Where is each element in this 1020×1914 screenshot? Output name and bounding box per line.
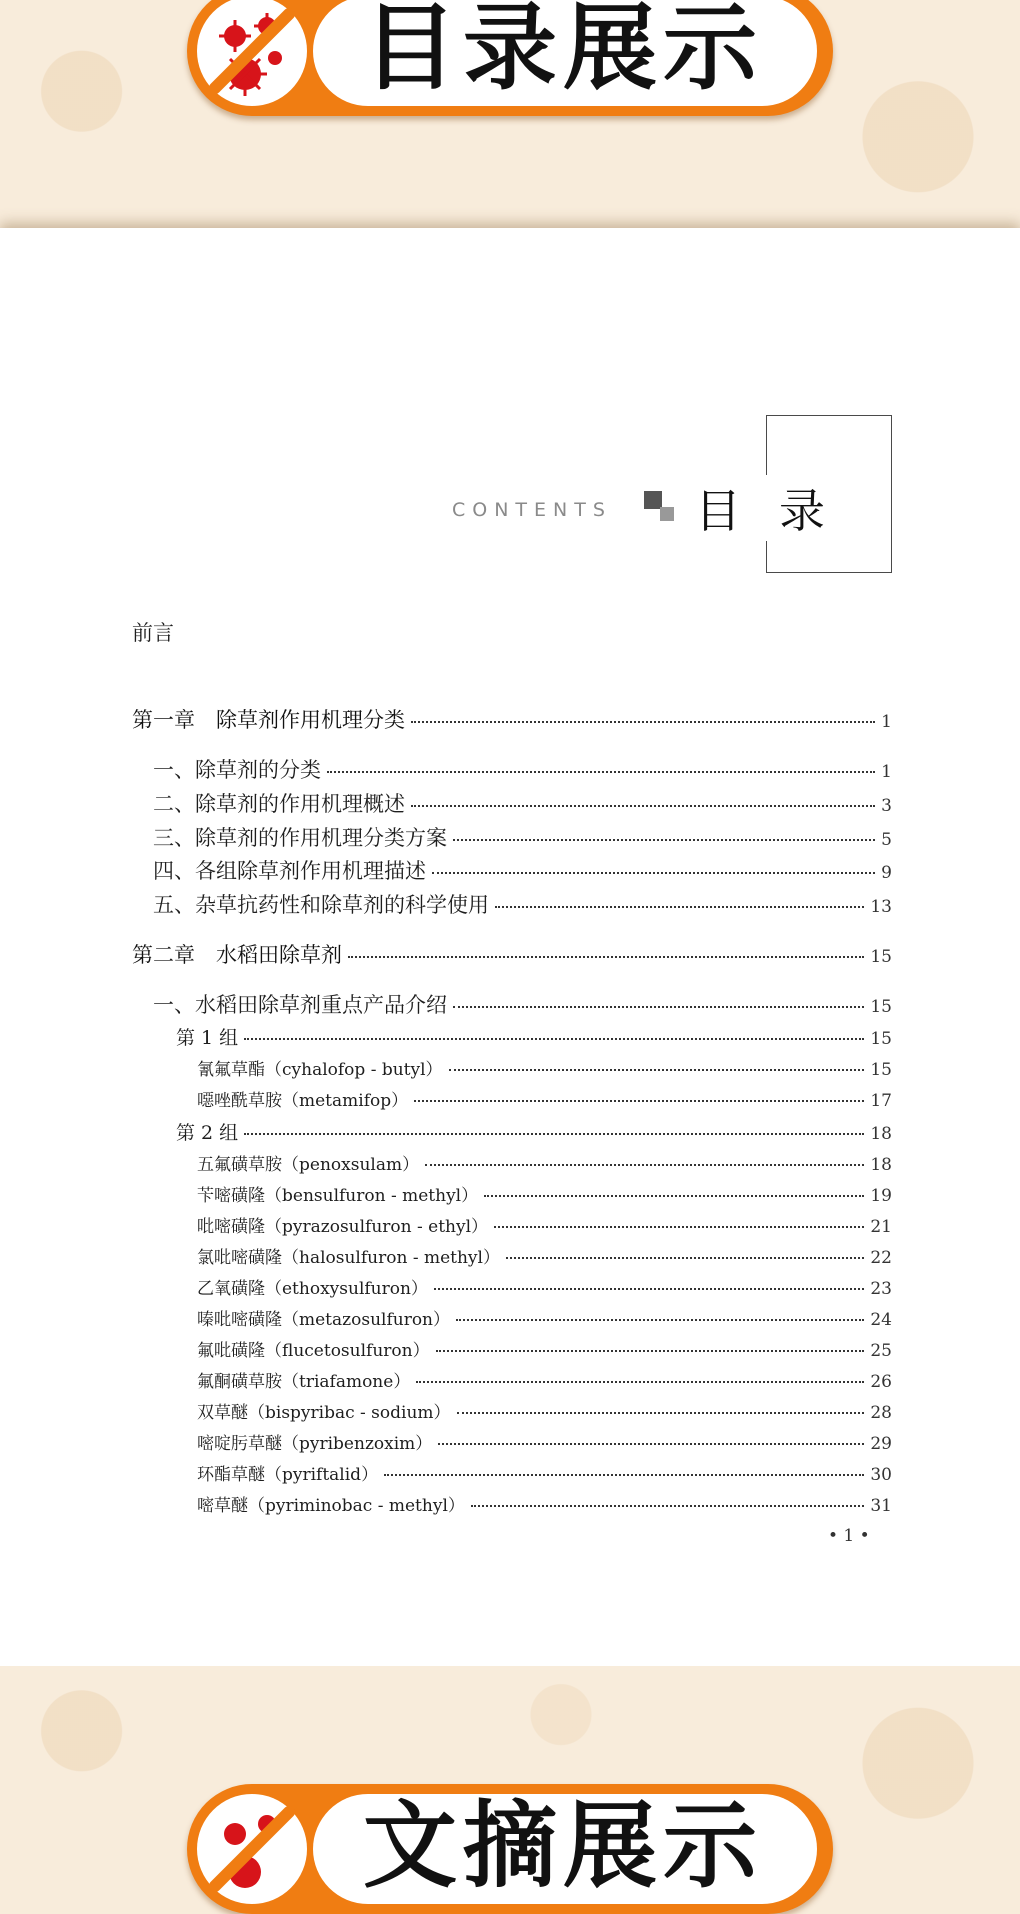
page-folio: • 1 • [828, 1526, 870, 1546]
leader-dots [484, 1195, 864, 1197]
section-title: 一、除草剂的分类 [153, 758, 321, 782]
leader-dots [244, 1133, 864, 1135]
toc-item[interactable] [197, 1274, 892, 1299]
page-number: 29 [870, 1434, 892, 1454]
page-number: 17 [870, 1091, 892, 1111]
toc-section[interactable] [153, 788, 892, 818]
toc-item[interactable] [197, 1243, 892, 1268]
item-title: 吡嘧磺隆（pyrazosulfuron - ethyl） [197, 1217, 489, 1237]
leader-dots [453, 1006, 864, 1008]
page-number: 18 [870, 1155, 892, 1175]
leader-dots [416, 1381, 864, 1383]
item-title: 氟酮磺草胺（triafamone） [197, 1372, 411, 1392]
page-number: 22 [870, 1248, 892, 1268]
leader-dots [348, 956, 864, 958]
page-number: 3 [881, 796, 892, 816]
toc-item[interactable] [197, 1336, 892, 1361]
item-title: 氯吡嘧磺隆（halosulfuron - methyl） [197, 1248, 500, 1268]
toc-item[interactable] [197, 1367, 892, 1392]
section-title: 五、杂草抗药性和除草剂的科学使用 [153, 893, 489, 917]
item-title: 双草醚（bispyribac - sodium） [197, 1403, 451, 1423]
banner-title: 目录展示 [363, 0, 764, 103]
leader-dots [438, 1443, 864, 1445]
page-number: 30 [870, 1465, 892, 1485]
item-title: 乙氧磺隆（ethoxysulfuron） [197, 1279, 428, 1299]
leader-dots [244, 1038, 864, 1040]
toc-section[interactable] [153, 822, 892, 852]
leader-dots [425, 1164, 864, 1166]
contents-label: CONTENTS [452, 499, 612, 521]
leader-dots [411, 805, 875, 807]
toc-item[interactable] [197, 1212, 892, 1237]
item-title: 环酯草醚（pyriftalid） [197, 1465, 379, 1485]
chapter-title: 第一章 除草剂作用机理分类 [132, 708, 405, 732]
page-number: 15 [870, 947, 892, 967]
page-number: 13 [870, 897, 892, 917]
item-title: 嘧啶肟草醚（pyribenzoxim） [197, 1434, 433, 1454]
page-number: 15 [870, 1029, 892, 1049]
leader-dots [471, 1505, 864, 1507]
page-number: 23 [870, 1279, 892, 1299]
toc-item[interactable] [197, 1460, 892, 1485]
toc-item[interactable] [197, 1491, 892, 1516]
section-title: 二、除草剂的作用机理概述 [153, 792, 405, 816]
section-title: 三、除草剂的作用机理分类方案 [153, 826, 447, 850]
leader-dots [414, 1100, 864, 1102]
square-ornament-small-icon [660, 507, 674, 521]
page-number: 15 [870, 1060, 892, 1080]
leader-dots [456, 1319, 864, 1321]
banner-pill [187, 1784, 833, 1914]
toc-item[interactable] [197, 1398, 892, 1423]
item-title: 氟吡磺隆（flucetosulfuron） [197, 1341, 430, 1361]
section-title: 四、各组除草剂作用机理描述 [153, 859, 426, 883]
leader-dots [494, 1226, 864, 1228]
toc-item[interactable] [197, 1181, 892, 1206]
toc-section[interactable] [153, 989, 892, 1019]
banner-title: 文摘展示 [363, 1792, 764, 1901]
item-title: 噁唑酰草胺（metamifop） [197, 1091, 409, 1111]
leader-dots [506, 1257, 864, 1259]
page-number: 15 [870, 997, 892, 1017]
leader-dots [495, 906, 864, 908]
chapter-title: 第二章 水稻田除草剂 [132, 943, 342, 967]
toc-chapter[interactable] [132, 704, 892, 734]
page-number: 28 [870, 1403, 892, 1423]
leader-dots [411, 721, 875, 723]
toc-section[interactable] [153, 754, 892, 784]
toc-page [0, 228, 1020, 1666]
toc-item[interactable] [197, 1429, 892, 1454]
group-title: 第 1 组 [176, 1027, 239, 1049]
section-title: 一、水稻田除草剂重点产品介绍 [153, 993, 447, 1017]
no-virus-icon [197, 1794, 307, 1904]
leader-dots [453, 839, 875, 841]
top-banner [0, 0, 1020, 228]
toc-item[interactable] [197, 1150, 892, 1175]
toc-chapter[interactable] [132, 939, 892, 969]
item-title: 苄嘧磺隆（bensulfuron - methyl） [197, 1186, 479, 1206]
toc-item[interactable] [197, 1305, 892, 1330]
leader-dots [436, 1350, 865, 1352]
group-title: 第 2 组 [176, 1122, 239, 1144]
bottom-banner [0, 1666, 1020, 1901]
toc-item[interactable] [197, 1086, 892, 1111]
page-number: 18 [870, 1124, 892, 1144]
toc-section[interactable] [153, 855, 892, 885]
leader-dots [434, 1288, 864, 1290]
banner-pill [187, 0, 833, 116]
page-number: 19 [870, 1186, 892, 1206]
toc-preface[interactable]: 前言 [132, 621, 174, 645]
toc-item[interactable] [197, 1055, 892, 1080]
leader-dots [384, 1474, 864, 1476]
toc-heading: 目录 [695, 475, 863, 541]
page-number: 24 [870, 1310, 892, 1330]
leader-dots [449, 1069, 865, 1071]
leader-dots [432, 872, 875, 874]
page-number: 21 [870, 1217, 892, 1237]
item-title: 嘧草醚（pyriminobac - methyl） [197, 1496, 465, 1516]
leader-dots [457, 1412, 865, 1414]
item-title: 嗪吡嘧磺隆（metazosulfuron） [197, 1310, 450, 1330]
page-number: 5 [881, 830, 892, 850]
page-number: 1 [881, 762, 892, 782]
page-number: 31 [870, 1496, 892, 1516]
toc-group[interactable] [176, 1118, 892, 1145]
page-number: 1 [881, 712, 892, 732]
page-number: 26 [870, 1372, 892, 1392]
leader-dots [327, 771, 875, 773]
page-number: 9 [881, 863, 892, 883]
toc-section[interactable] [153, 889, 892, 919]
item-title: 氰氟草酯（cyhalofop - butyl） [197, 1060, 443, 1080]
toc-group[interactable] [176, 1023, 892, 1050]
page-number: 25 [870, 1341, 892, 1361]
no-virus-icon [197, 0, 307, 106]
item-title: 五氟磺草胺（penoxsulam） [197, 1155, 420, 1175]
